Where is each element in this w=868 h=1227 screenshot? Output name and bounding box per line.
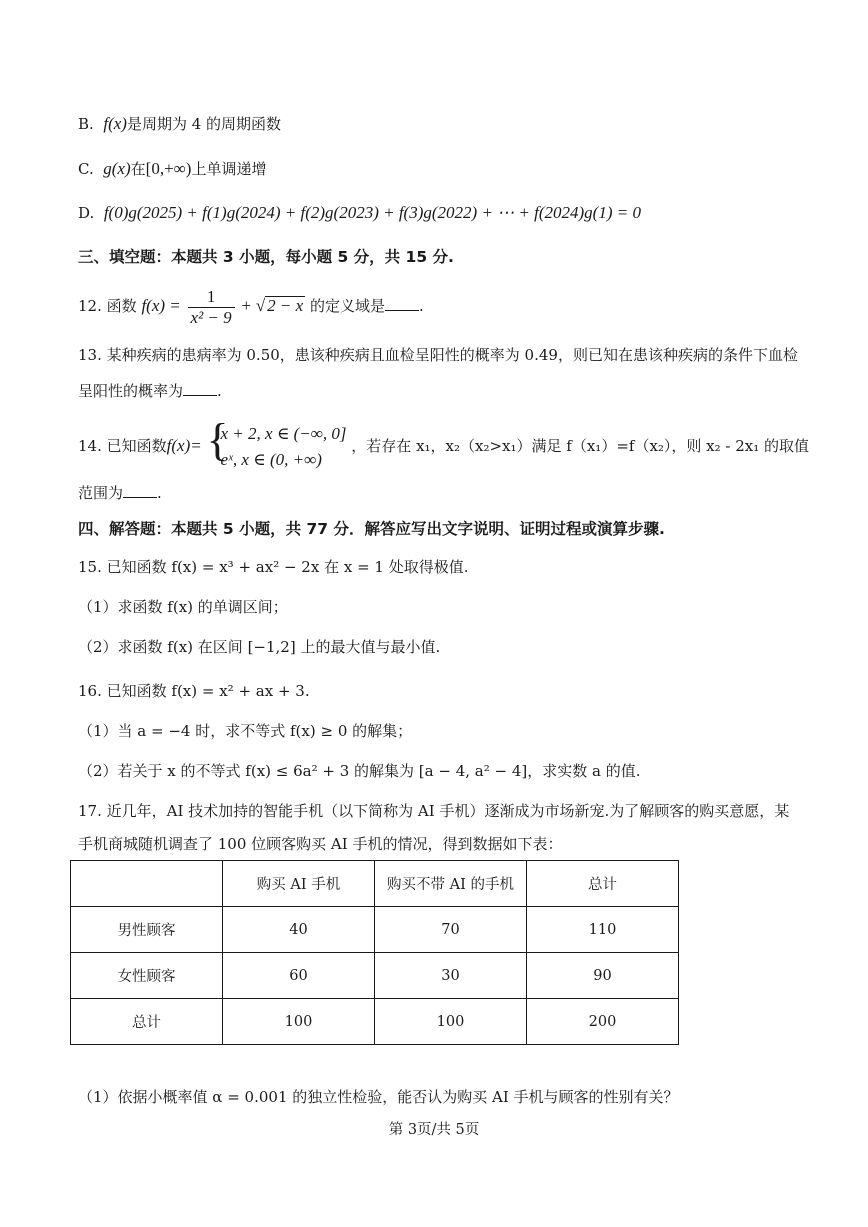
table-cell: 90 — [527, 953, 679, 999]
table-header-row — [71, 861, 679, 907]
table-cell: 40 — [223, 907, 375, 953]
option-c-text2: 上单调递增 — [191, 160, 267, 178]
q12-sqrt-sign: √ — [255, 296, 266, 315]
question-13-line-1: 13. 某种疾病的患病率为 0.50，患该种疾病且血检呈阳性的概率为 0.49，则已知在患该种疾病的条件下血检 — [78, 346, 798, 364]
question-16-part-1: （1）当 a = −4 时，求不等式 f(x) ≥ 0 的解集； — [78, 722, 413, 740]
table-row — [71, 907, 679, 953]
option-b-label: B. — [78, 115, 94, 133]
table-cell: 100 — [223, 999, 375, 1045]
q14-number: 14. — [78, 437, 102, 455]
question-13-line-2 — [78, 380, 222, 402]
option-b — [78, 113, 281, 135]
q14-line2-text: 范围为 — [78, 484, 124, 502]
table-cell: 110 — [527, 907, 679, 953]
q13-end: . — [217, 382, 222, 400]
q14-prefix: 已知函数 — [106, 437, 167, 455]
q14-fx: f(x)= — [166, 436, 202, 455]
q14-blank — [123, 483, 157, 498]
option-b-text: 是周期为 4 的周期函数 — [126, 115, 282, 133]
table-cell: 200 — [527, 999, 679, 1045]
q13-line2-text: 呈阳性的概率为 — [78, 382, 184, 400]
table-row — [71, 999, 679, 1045]
option-c-interval: [0,+∞) — [145, 159, 192, 178]
option-c — [78, 158, 266, 180]
option-b-math: f(x) — [103, 114, 127, 133]
q12-plus: + — [241, 296, 252, 315]
q14-row-1: x + 2, x ∈ (−∞, 0] — [220, 424, 347, 443]
question-16-stem: 16. 已知函数 f(x) = x² + ax + 3. — [78, 682, 310, 700]
q12-end: . — [418, 297, 424, 315]
question-17-line-1: 17. 近几年，AI 技术加持的智能手机（以下简称为 AI 手机）逐渐成为市场新宠.为了解顾客的购买意愿，某 — [78, 802, 790, 820]
question-17-part-1: （1）依据小概率值 α = 0.001 的独立性检验，能否认为购买 AI 手机与顾客的性别有关？ — [78, 1088, 679, 1106]
option-c-math: g(x) — [103, 159, 131, 178]
question-15-stem: 15. 已知函数 f(x) = x³ + ax² − 2x 在 x = 1 处取得极值. — [78, 558, 469, 576]
q14-end: . — [157, 484, 162, 502]
option-d — [78, 202, 641, 224]
q12-numerator: 1 — [188, 287, 235, 308]
table-cell: 30 — [375, 953, 527, 999]
table-cell: 女性顾客 — [71, 953, 223, 999]
question-17-line-2: 手机商城随机调查了 100 位顾客购买 AI 手机的情况，得到数据如下表： — [78, 835, 563, 853]
table-header-cell: 购买 AI 手机 — [223, 861, 375, 907]
table-cell: 总计 — [71, 999, 223, 1045]
question-15-part-1: （1）求函数 f(x) 的单调区间； — [78, 598, 288, 616]
q14-row-2: eˣ, x ∈ (0, +∞) — [220, 450, 322, 469]
question-12 — [78, 286, 424, 328]
q14-suffix: ，若存在 x₁，x₂（x₂>x₁）满足 f（x₁）=f（x₂），则 x₂ - 2x₁ 的取值 — [351, 437, 810, 455]
question-16-part-2: （2）若关于 x 的不等式 f(x) ≤ 6a² + 3 的解集为 [a − 4, a² − 4]，求实数 a 的值. — [78, 762, 641, 780]
option-d-label: D. — [78, 204, 95, 222]
option-d-math: f(0)g(2025) + f(1)g(2024) + f(2)g(2023) + f(3)g(2022) + ⋯ + f(2024)g(1) = 0 — [103, 203, 641, 222]
q13-blank — [183, 381, 217, 396]
question-14 — [78, 414, 810, 473]
q14-piecewise — [206, 414, 347, 473]
survey-table — [70, 860, 679, 1045]
table-cell: 70 — [375, 907, 527, 953]
table-header-cell: 购买不带 AI 的手机 — [375, 861, 527, 907]
section-4-title: 四、解答题：本题共 5 小题，共 77 分．解答应写出文字说明、证明过程或演算步骤. — [78, 520, 665, 538]
table-cell: 60 — [223, 953, 375, 999]
question-14-line-2 — [78, 482, 162, 504]
question-15-part-2: （2）求函数 f(x) 在区间 [−1,2] 上的最大值与最小值. — [78, 638, 441, 656]
q12-blank — [385, 296, 419, 311]
q12-denominator: x² − 9 — [190, 307, 232, 327]
table-header-cell — [71, 861, 223, 907]
option-c-label: C. — [78, 160, 94, 178]
option-c-text1: 在 — [130, 160, 146, 178]
table-row — [71, 953, 679, 999]
table-header-cell: 总计 — [527, 861, 679, 907]
q12-sqrt: 2 − x — [267, 296, 304, 315]
q12-fraction — [188, 287, 235, 328]
table-cell: 100 — [375, 999, 527, 1045]
table-cell: 男性顾客 — [71, 907, 223, 953]
q12-fx: f(x) = — [141, 296, 181, 315]
q12-prefix: 函数 — [106, 297, 137, 315]
q14-brace: { — [206, 414, 229, 465]
page-footer: 第 3页/共 5页 — [388, 1122, 480, 1138]
q12-number: 12. — [78, 297, 102, 315]
section-3-title: 三、填空题：本题共 3 小题，每小题 5 分，共 15 分. — [78, 248, 454, 266]
q12-suffix: 的定义域是 — [309, 297, 385, 315]
